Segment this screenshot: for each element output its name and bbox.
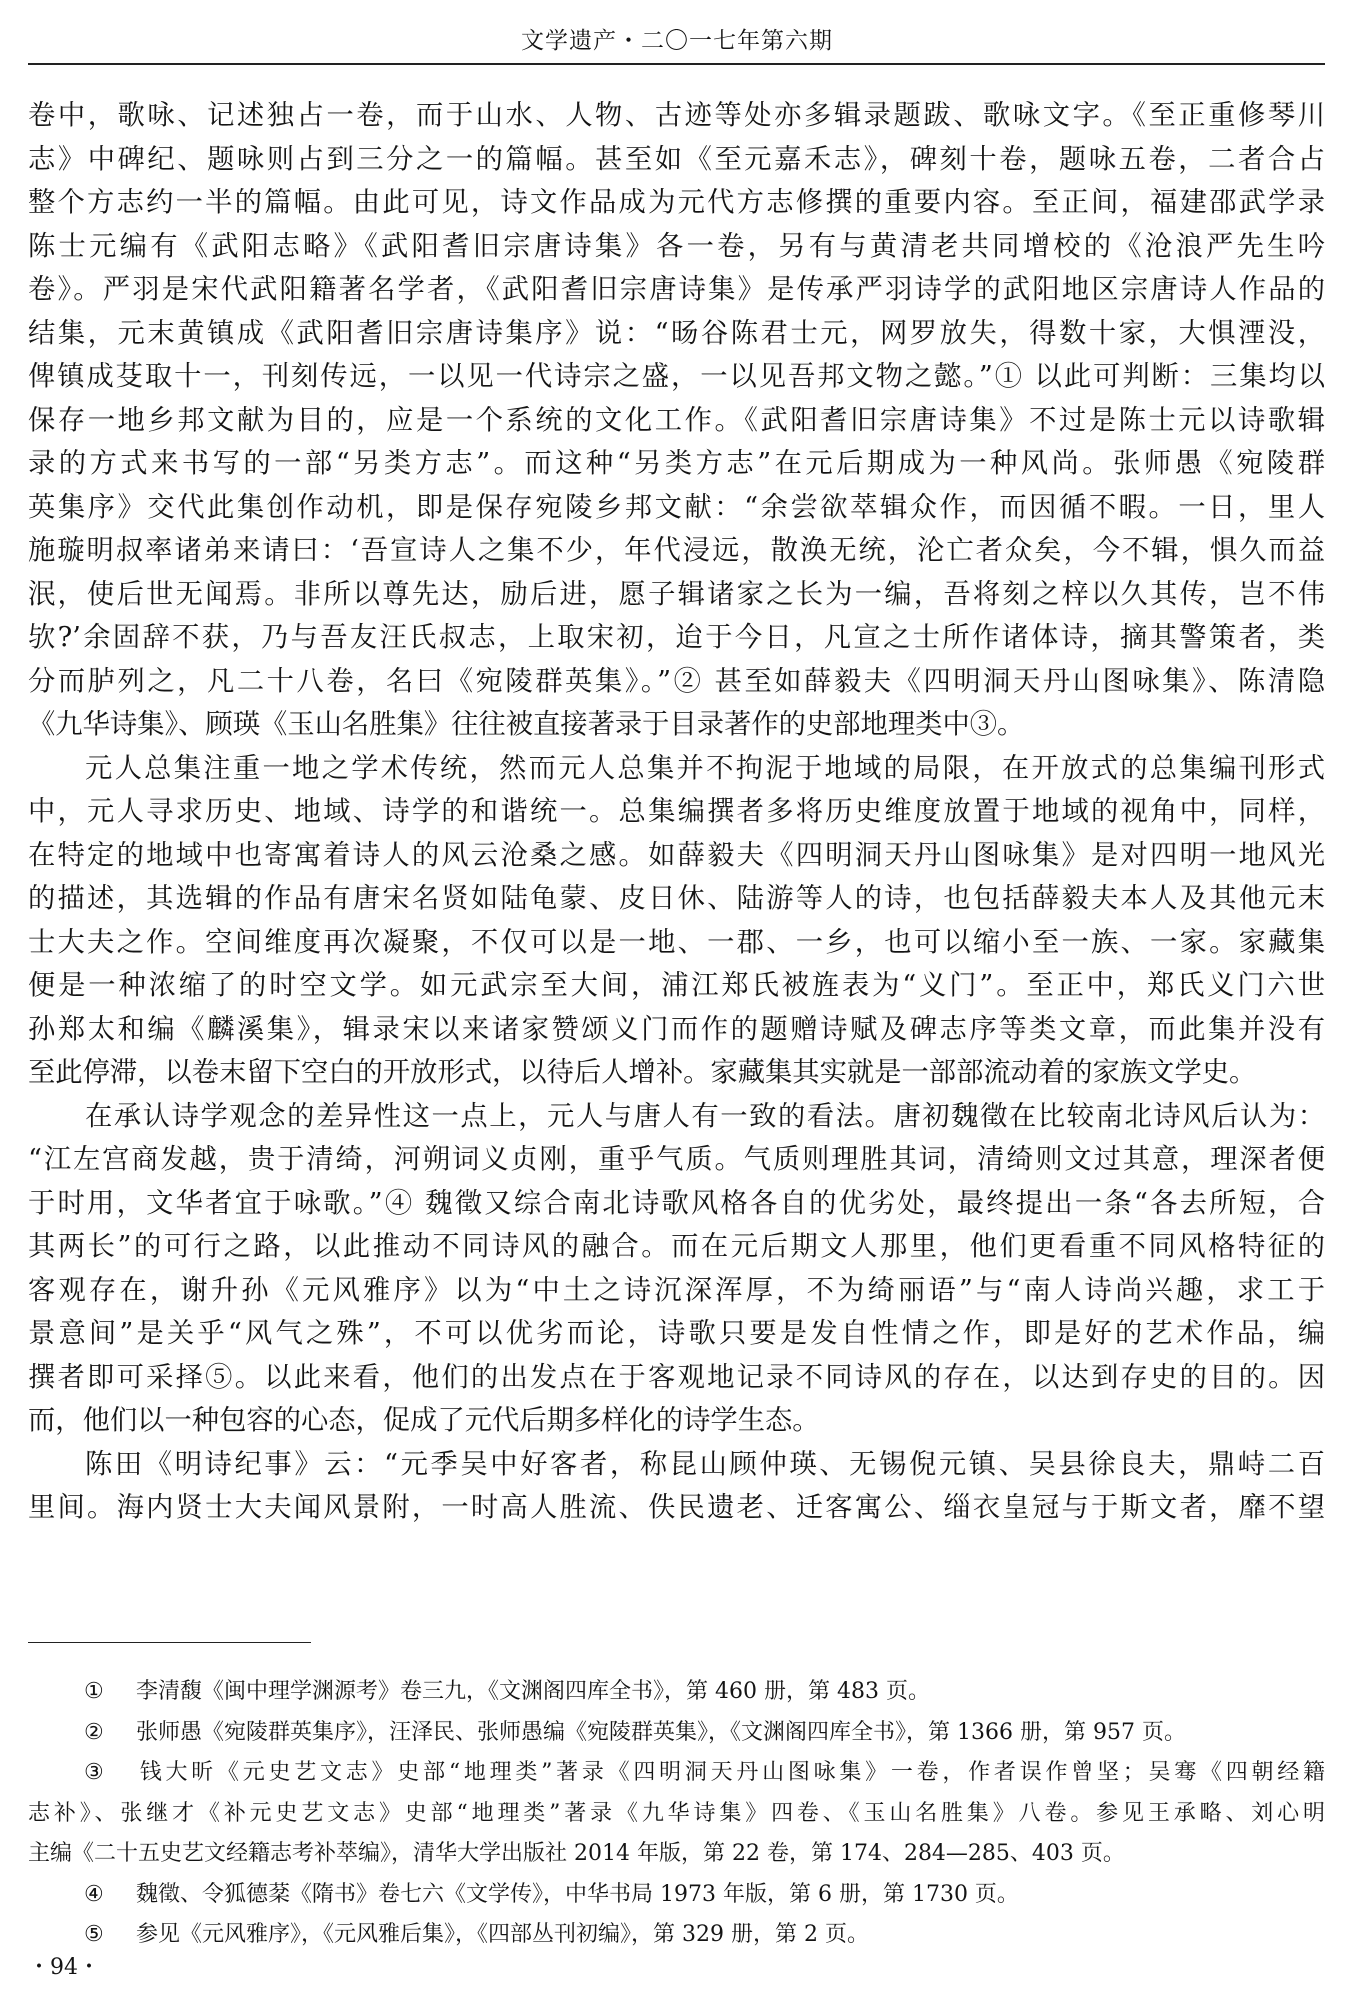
text-line: 客观存在，谢升孙《元风雅序》以为“中土之诗沉深浑厚，不为绮丽语”与“南人诗尚兴趣，求工于 bbox=[28, 1274, 1325, 1306]
text-line: 在特定的地域中也寄寓着诗人的风云沧桑之感。如薛毅夫《四明洞天丹山图咏集》是对四明一地风光 bbox=[28, 839, 1325, 871]
text-line: 录的方式来书写的一部“另类方志”。而这种“另类方志”在元后期成为一种风尚。张师愚《宛陵群 bbox=[28, 448, 1325, 479]
footnote-2 bbox=[28, 1713, 1325, 1754]
text-line: 孙郑太和编《麟溪集》，辑录宋以来诸家赞颂义门而作的题赠诗赋及碑志序等类文章，而此集并没有 bbox=[28, 1013, 1325, 1045]
footnote-marker: ④ bbox=[84, 1881, 104, 1907]
text-line: “江左宫商发越，贵于清绮，河朔词义贞刚，重乎气质。气质则理胜其词，清绮则文过其意，理深者便 bbox=[28, 1144, 1325, 1175]
text-line: 士大夫之作。空间维度再次凝聚，不仅可以是一地、一郡、一乡，也可以缩小至一族、一家。家藏集 bbox=[28, 926, 1325, 958]
footnote-3-line-2 bbox=[28, 1794, 1325, 1835]
footnote-3-line-3 bbox=[28, 1834, 1325, 1875]
text-line: 陈田《明诗纪事》云：“元季吴中好客者，称昆山顾仲瑛、无锡倪元镇、吴县徐良夫，鼎峙二百 bbox=[85, 1448, 1325, 1480]
footnote-text: 主编《二十五史艺文经籍志考补萃编》，清华大学出版社 2014 年版，第 22 卷，第 174、284—285、403 页。 bbox=[28, 1841, 1125, 1866]
text-line: 而，他们以一种包容的心态，促成了元代后期多样化的诗学生态。 bbox=[28, 1405, 820, 1436]
footnote-marker: ② bbox=[84, 1719, 104, 1745]
footnote-text: 魏徵、令狐德棻《隋书》卷七六《文学传》，中华书局 1973 年版，第 6 册，第 1730 页。 bbox=[136, 1881, 1019, 1907]
text-line: 俾镇成芟取十一，刊刻传远，一以见一代诗宗之盛，一以见吾邦文物之懿。”① 以此可判断：三集均以 bbox=[28, 361, 1325, 392]
footnote-text: 志补》、张继才《补元史艺文志》史部“地理类”著录《九华诗集》四卷、《玉山名胜集》八卷。参见王承略、刘心明 bbox=[28, 1800, 1325, 1826]
text-line: 其两长”的可行之路，以此推动不同诗风的融合。而在元后期文人那里，他们更看重不同风格特征的 bbox=[28, 1231, 1325, 1262]
footnote-3 bbox=[28, 1753, 1325, 1794]
footnote-divider bbox=[28, 1642, 311, 1643]
page-number: ・94・ bbox=[28, 1955, 100, 1980]
text-line: 卷》。严羽是宋代武阳籍著名学者，《武阳耆旧宗唐诗集》是传承严羽诗学的武阳地区宗唐诗人作品的 bbox=[28, 274, 1325, 305]
running-header: 文学遗产・二〇一七年第六期 bbox=[521, 28, 833, 54]
text-line: 结集，元末黄镇成《武阳耆旧宗唐诗集序》说：“旸谷陈君士元，网罗放失，得数十家，大惧湮没， bbox=[28, 317, 1325, 349]
footnote-marker: ① bbox=[84, 1679, 104, 1704]
text-line: 的描述，其选辑的作品有唐宋名贤如陆龟蒙、皮日休、陆游等人的诗，也包括薛毅夫本人及其他元末 bbox=[28, 883, 1325, 914]
footnote-marker: ③ bbox=[84, 1760, 104, 1785]
header-divider bbox=[28, 63, 1325, 65]
text-line: 分而胪列之，凡二十八卷，名曰《宛陵群英集》。”② 甚至如薛毅夫《四明洞天丹山图咏集》、陈清隐 bbox=[28, 665, 1325, 697]
footnote-4 bbox=[28, 1875, 1325, 1916]
text-line: 景意间”是关乎“风气之殊”，不可以优劣而论，诗歌只要是发自性情之作，即是好的艺术作品，编 bbox=[28, 1318, 1325, 1349]
text-line: 于时用，文华者宜于咏歌。”④ 魏徵又综合南北诗歌风格各自的优劣处，最终提出一条“各去所短，合 bbox=[28, 1187, 1325, 1219]
body-text bbox=[28, 94, 1325, 1530]
footnotes bbox=[28, 1672, 1325, 1956]
text-line: 英集序》交代此集创作动机，即是保存宛陵乡邦文献：“余尝欲萃辑众作，而因循不暇。一日，里人 bbox=[28, 491, 1325, 523]
footnote-text: 张师愚《宛陵群英集序》，汪泽民、张师愚编《宛陵群英集》，《文渊阁四库全书》，第 1366 册，第 957 页。 bbox=[136, 1719, 1186, 1745]
text-line: 《九华诗集》、顾瑛《玉山名胜集》往往被直接著录于目录著作的史部地理类中③。 bbox=[28, 709, 1025, 740]
text-line: 至此停滞，以卷末留下空白的开放形式，以待后人增补。家藏集其实就是一部部流动着的家族文学史。 bbox=[28, 1057, 1257, 1088]
footnote-1 bbox=[28, 1672, 1325, 1713]
text-line: 里间。海内贤士大夫闻风景附，一时高人胜流、佚民遗老、迁客寓公、缁衣皇冠与于斯文者，靡不望 bbox=[28, 1492, 1325, 1523]
text-line: 卷中，歌咏、记述独占一卷，而于山水、人物、古迹等处亦多辑录题跋、歌咏文字。《至正重修琴川 bbox=[28, 100, 1325, 131]
footnote-text: 参见《元风雅序》，《元风雅后集》，《四部丛刊初编》，第 329 册，第 2 页。 bbox=[136, 1922, 869, 1947]
text-line: 在承认诗学观念的差异性这一点上，元人与唐人有一致的看法。唐初魏徵在比较南北诗风后认为： bbox=[85, 1100, 1325, 1132]
text-line: 欤?’余固辞不获，乃与吾友汪氏叔志，上取宋初，迨于今日，凡宣之士所作诸体诗，摘其警策者，类 bbox=[28, 622, 1325, 653]
text-line: 元人总集注重一地之学术传统，然而元人总集并不拘泥于地域的局限，在开放式的总集编刊形式 bbox=[85, 752, 1325, 784]
text-line: 施璇明叔率诸弟来请曰：‘吾宣诗人之集不少，年代浸远，散涣无统，沦亡者众矣，今不辑，惧久而益 bbox=[28, 535, 1325, 566]
text-line: 保存一地乡邦文献为目的，应是一个系统的文化工作。《武阳耆旧宗唐诗集》不过是陈士元以诗歌辑 bbox=[28, 404, 1325, 436]
text-line: 撰者即可采择⑤。以此来看，他们的出发点在于客观地记录不同诗风的存在，以达到存史的目的。因 bbox=[28, 1361, 1325, 1393]
text-line: 整个方志约一半的篇幅。由此可见，诗文作品成为元代方志修撰的重要内容。至正间，福建邵武学录 bbox=[28, 187, 1325, 218]
text-line: 便是一种浓缩了的时空文学。如元武宗至大间，浦江郑氏被旌表为“义门”。至正中，郑氏义门六世 bbox=[28, 970, 1325, 1001]
footnote-text: 李清馥《闽中理学渊源考》卷三九，《文渊阁四库全书》，第 460 册，第 483 页。 bbox=[136, 1679, 930, 1704]
footnote-5 bbox=[28, 1915, 1325, 1956]
footnote-marker: ⑤ bbox=[84, 1922, 104, 1947]
text-line: 泯，使后世无闻焉。非所以尊先达，励后进，愿子辑诸家之长为一编，吾将刻之梓以久其传，岂不伟 bbox=[28, 578, 1325, 610]
text-line: 中，元人寻求历史、地域、诗学的和谐统一。总集编撰者多将历史维度放置于地域的视角中，同样， bbox=[28, 796, 1325, 827]
text-line: 陈士元编有《武阳志略》《武阳耆旧宗唐诗集》各一卷，另有与黄清老共同增校的《沧浪严先生吟 bbox=[28, 230, 1325, 262]
footnote-text: 钱大昕《元史艺文志》史部“地理类”著录《四明洞天丹山图咏集》一卷，作者误作曾坚；吴骞《四朝经籍 bbox=[136, 1760, 1325, 1785]
text-line: 志》中碑纪、题咏则占到三分之一的篇幅。甚至如《至元嘉禾志》，碑刻十卷，题咏五卷，二者合占 bbox=[28, 143, 1325, 175]
